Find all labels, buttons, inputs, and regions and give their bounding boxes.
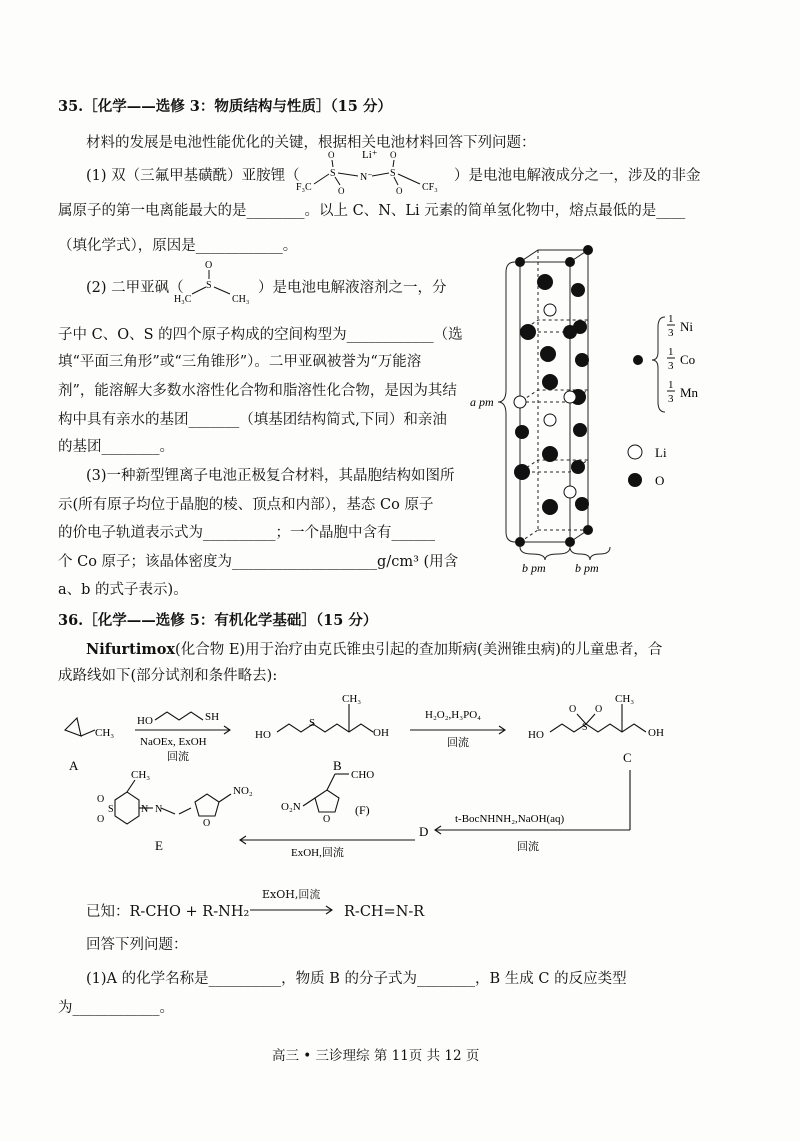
q35-p3-line4: 个 Co 原子；该晶体密度为____________________g/cm³ (用含 xyxy=(58,554,459,570)
f-o2n: O₂N xyxy=(281,801,301,813)
tfsi-o1-label: O xyxy=(328,150,335,160)
q35-p3-line5: a、b 的式子表示)。 xyxy=(58,582,188,598)
q35-p3-line2: 示(所有原子均位于晶胞的棱、顶点和内部），基态 Co 原子 xyxy=(58,497,434,513)
e-o-furan: O xyxy=(203,818,211,829)
b-s: S xyxy=(309,717,316,729)
reagent-ho: HO xyxy=(137,715,153,727)
label-D: D xyxy=(419,824,429,839)
e-s: S xyxy=(108,804,114,815)
q35-p3-line3: 的价电子轨道表示式为__________；一个晶胞中含有______ xyxy=(58,525,435,541)
c-o1: O xyxy=(569,704,577,715)
cond-bc: H₂O₂,H₃PO₄ xyxy=(425,709,481,721)
mn-frac-den: 3 xyxy=(668,393,674,405)
c-s: S xyxy=(582,722,588,733)
cond-bc2: 回流 xyxy=(447,737,469,749)
dmso-structure xyxy=(172,258,257,306)
cond-cd2: 回流 xyxy=(517,841,539,853)
known-arrow xyxy=(248,902,338,918)
q35-intro: 材料的发展是电池性能优化的关键，根据相关电池材料回答下列问题： xyxy=(86,135,536,151)
dmso-o-label: O xyxy=(205,260,213,271)
tfsi-o2-label: O xyxy=(390,150,397,160)
q35-p2-line4: 构中具有亲水的基团_______（填基团结构简式,下同）和亲油 xyxy=(58,412,447,428)
e-ch3: CH₃ xyxy=(131,769,151,781)
q36-header: 36.［化学——选修 5：有机化学基础］（15 分） xyxy=(58,612,378,629)
tfsi-s2-label: S xyxy=(390,168,396,179)
reaction-scheme xyxy=(55,690,745,870)
q35-p2-line5: 的基团________。 xyxy=(58,439,174,455)
q35-p1-line3: （填化学式），原因是____________。 xyxy=(58,238,298,254)
b-pm-label-1: b pm xyxy=(522,561,546,575)
tfsi-s1-label: S xyxy=(330,168,336,179)
c-oh: OH xyxy=(648,727,664,739)
ni-label: Ni xyxy=(680,319,693,334)
label-C: C xyxy=(623,750,632,765)
tfsi-li-label: Li⁺ xyxy=(362,149,378,161)
f-o: O xyxy=(323,814,331,825)
b-pm-label-2: b pm xyxy=(575,561,599,575)
dmso-ch3-label: CH₃ xyxy=(232,294,250,305)
page-footer: 高三 • 三诊理综 第 11页 共 12 页 xyxy=(272,1048,480,1064)
mn-frac-num: 1 xyxy=(668,379,674,391)
co-label: Co xyxy=(680,352,696,367)
tfsi-o4-label: O xyxy=(396,186,403,196)
e-n2: N xyxy=(155,804,163,815)
label-B: B xyxy=(333,758,342,773)
cond-de: ExOH,回流 xyxy=(291,847,344,859)
q35-p2-suffix: ）是电池电解液溶剂之一，分 xyxy=(258,280,447,296)
cond-ab2: 回流 xyxy=(167,751,189,763)
q35-p1-suffix: ）是电池电解液成分之一，涉及的非金 xyxy=(454,168,701,184)
e-o1: O xyxy=(97,794,105,805)
a-pm-label: a pm xyxy=(470,395,494,409)
q36-intro-line2: 成路线如下(部分试剂和条件略去): xyxy=(58,668,278,684)
c-ho: HO xyxy=(528,729,544,741)
q35-p2-line2: 填“平面三角形”或“三角锥形”）。二甲亚砜被誉为“万能溶 xyxy=(58,354,422,370)
e-o2: O xyxy=(97,814,105,825)
nifurtimox-label: Nifurtimox xyxy=(86,641,176,658)
q35-p2-prefix: (2) 二甲亚砜（ xyxy=(86,280,184,296)
tfsi-n-label: N⁻ xyxy=(360,172,373,183)
q35-p2-line1: 子中 C、O、S 的四个原子构成的空间构型为____________（选 xyxy=(58,327,463,343)
c-o2: O xyxy=(595,704,603,715)
f-cho: CHO xyxy=(351,769,375,781)
q36-intro xyxy=(86,640,662,660)
answer-intro: 回答下列问题： xyxy=(86,937,188,953)
li-label: Li xyxy=(655,445,667,460)
q36-intro-rest: (化合物 E)用于治疗由克氏锥虫引起的查加斯病(美洲锥虫病)的儿童患者，合 xyxy=(175,642,663,658)
b-ch3: CH₃ xyxy=(342,693,362,705)
dmso-h3c-label: H₃C xyxy=(174,294,192,305)
co-frac-den: 3 xyxy=(668,360,674,372)
e-no2: NO₂ xyxy=(233,785,253,797)
b-ho: HO xyxy=(255,729,271,741)
co-frac-num: 1 xyxy=(668,346,674,358)
label-E: E xyxy=(155,838,163,853)
reagent-sh: SH xyxy=(205,711,220,723)
q36-q1-line2: 为____________。 xyxy=(58,1000,174,1016)
known-right: R-CH=N-R xyxy=(344,904,425,920)
tfsi-f3c-label: F₃C xyxy=(296,182,312,193)
ni-frac-den: 3 xyxy=(668,327,674,339)
known-cond: ExOH,回流 xyxy=(262,888,321,901)
cond-cd: t-BocNHNH₂,NaOH(aq) xyxy=(455,813,565,825)
dmso-s-label: S xyxy=(206,280,212,291)
ni-frac-num: 1 xyxy=(668,313,674,325)
cond-ab: NaOEx, ExOH xyxy=(140,736,207,748)
e-n1: N xyxy=(141,804,149,815)
b-oh: OH xyxy=(373,727,389,739)
crystal-cell-figure xyxy=(470,242,720,577)
known-left: R-CHO + R-NH₂ xyxy=(129,904,250,920)
tfsi-o3-label: O xyxy=(338,186,345,196)
tfsi-structure xyxy=(292,146,452,196)
known-line xyxy=(86,902,249,922)
q36-q1-line1: (1)A 的化学名称是__________，物质 B 的分子式为________，B 生成 C 的反应类型 xyxy=(86,971,627,987)
o-label: O xyxy=(655,473,665,488)
c-ch3: CH₃ xyxy=(615,693,635,705)
q35-p3-line1: (3)一种新型锂离子电池正极复合材料，其晶胞结构如图所 xyxy=(86,468,455,484)
label-A: A xyxy=(69,758,79,773)
known-prefix: 已知： xyxy=(86,904,130,920)
q35-header: 35.［化学——选修 3：物质结构与性质］（15 分） xyxy=(58,98,392,115)
mn-label: Mn xyxy=(680,385,699,400)
a-ch3: CH₃ xyxy=(95,727,115,739)
q35-p1-line2: 属原子的第一电离能最大的是________。以上 C、N、Li 元素的简单氢化物中，熔点最低的是____ xyxy=(58,203,686,219)
q35-p2-line3: 剂”，能溶解大多数水溶性化合物和脂溶性化合物，是因为其结 xyxy=(58,383,457,399)
q35-p1-prefix: (1) 双（三氟甲基磺酰）亚胺锂（ xyxy=(86,168,300,184)
tfsi-cf3-label: CF₃ xyxy=(422,182,438,193)
label-F: (F) xyxy=(355,803,370,817)
